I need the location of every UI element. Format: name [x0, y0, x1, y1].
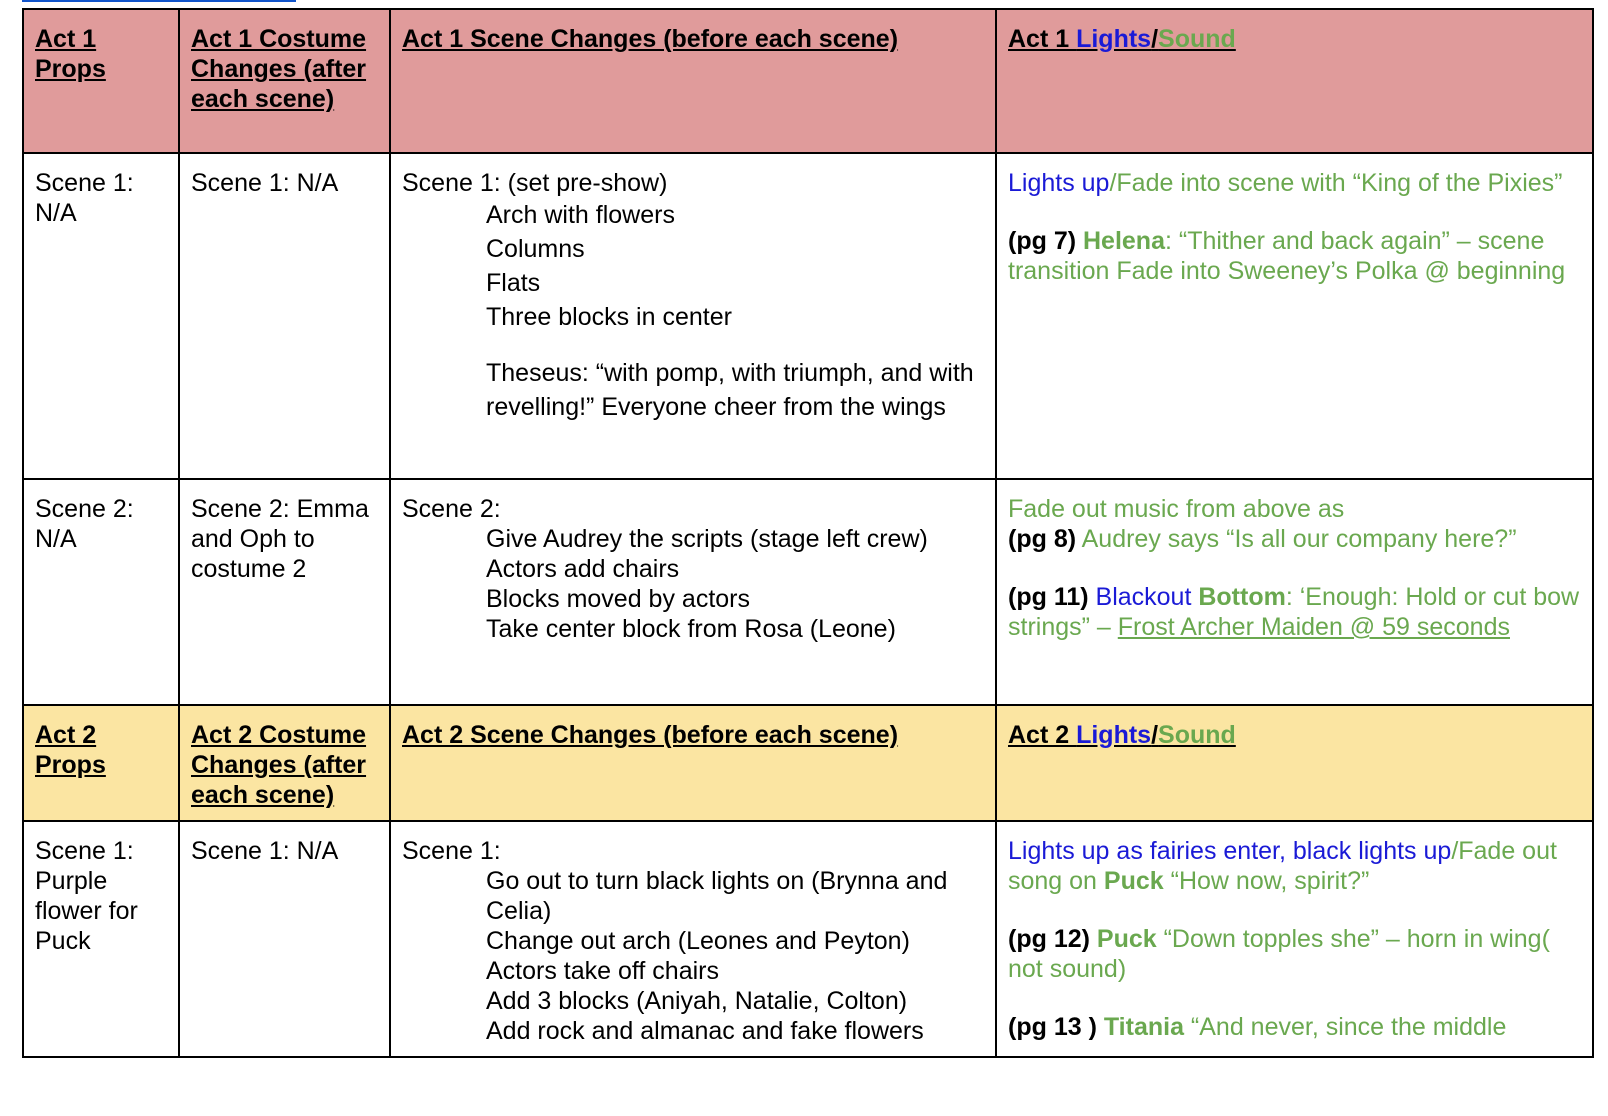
- act1-scene1-title: Scene 1: (set pre-show): [402, 169, 668, 197]
- act1-scene2-changes: [390, 479, 996, 705]
- act1-scene1-cue1: [1008, 168, 1581, 198]
- act1-sound-link[interactable]: Sound: [1158, 25, 1236, 53]
- sound-cue: “And never, since the middle: [1183, 1013, 1507, 1041]
- act1-scene2-row: [23, 479, 1593, 705]
- character-name: Helena: [1083, 227, 1165, 255]
- act1-scene2-item: Actors add chairs: [486, 555, 680, 583]
- sound-cue: : ‘Enough: Hold or cut bow strings” –: [1008, 583, 1580, 641]
- act2-scene1-lights-sound: [996, 821, 1593, 1057]
- sound-cue: /Fade into scene with “King of the Pixies”: [1109, 169, 1563, 197]
- character-name: Bottom: [1198, 583, 1286, 611]
- act1-scene1-cue2: [1008, 226, 1581, 286]
- act1-scene1-note: Theseus: “with pomp, with triumph, and with revelling!” Everyone cheer from the wings: [486, 359, 974, 421]
- act1-scene2-props: Scene 2: N/A: [23, 479, 179, 705]
- character-name: Puck: [1103, 867, 1164, 895]
- act1-scene1-costume: Scene 1: N/A: [179, 153, 390, 479]
- act1-scene2-item: Blocks moved by actors: [486, 585, 750, 613]
- act1-scene1-item: Columns: [486, 235, 585, 263]
- act2-lights-link[interactable]: Lights: [1076, 721, 1152, 749]
- act2-props-header: Act 2 Props: [23, 705, 179, 821]
- act2-scene1-item: Go out to turn black lights on (Brynna and Celia): [486, 867, 948, 925]
- sound-cue: : “Thither and back again” – scene transition Fade into Sweeney’s Polka @ beginning: [1008, 227, 1566, 285]
- act1-scene1-props: Scene 1: N/A: [23, 153, 179, 479]
- act1-scene1-item: Arch with flowers: [486, 201, 675, 229]
- act1-scene2-lights-sound: [996, 479, 1593, 705]
- act1-scene2-cue2: [1008, 524, 1581, 554]
- act1-scene1-row: [23, 153, 1593, 479]
- act1-scene2-cue1: Fade out music from above as: [1008, 495, 1345, 523]
- act1-lights-link[interactable]: Lights: [1076, 25, 1152, 53]
- act1-header-row: [23, 9, 1593, 153]
- act1-scene2-title: Scene 2:: [402, 495, 501, 523]
- act2-scene1-cue3: [1008, 1012, 1581, 1042]
- act1-scene1-item: Flats: [486, 269, 541, 297]
- act2-costume-header: Act 2 Costume Changes (after each scene): [179, 705, 390, 821]
- act1-scene1-lights-sound: [996, 153, 1593, 479]
- lights-cue: Lights up: [1008, 169, 1110, 197]
- act2-scene1-cue2: [1008, 924, 1581, 984]
- act2-scene1-cue1: [1008, 836, 1581, 896]
- act1-scene2-cue3: [1008, 582, 1581, 642]
- sound-cue: “How now, spirit?”: [1163, 867, 1370, 895]
- act1-scene2-item: Give Audrey the scripts (stage left crew): [486, 525, 928, 553]
- act2-scene1-item: Add 3 blocks (Aniyah, Natalie, Colton): [486, 987, 908, 1015]
- act2-ls-separator: /: [1151, 721, 1159, 749]
- act1-ls-separator: /: [1151, 25, 1159, 53]
- sound-cue: /Fade out song on: [1008, 837, 1557, 895]
- act1-scene1-changes: [390, 153, 996, 479]
- page-ref: (pg 7): [1008, 227, 1077, 255]
- act2-scene-changes-header: Act 2 Scene Changes (before each scene): [390, 705, 996, 821]
- sound-cue: Audrey says “Is all our company here?”: [1076, 525, 1517, 553]
- character-name: Titania: [1096, 1013, 1184, 1041]
- act2-scene1-row: [23, 821, 1593, 1057]
- character-name: Puck: [1089, 925, 1157, 953]
- act1-lights-sound-header: [996, 9, 1593, 153]
- act2-scene1-item: Add rock and almanac and fake flowers: [486, 1017, 924, 1045]
- act1-scene1-item: Three blocks in center: [486, 303, 732, 331]
- act1-props-header: Act 1 Props: [23, 9, 179, 153]
- act1-costume-header: Act 1 Costume Changes (after each scene): [179, 9, 390, 153]
- act2-lights-sound-header: [996, 705, 1593, 821]
- page-ref: (pg 12): [1008, 925, 1090, 953]
- page-ref: (pg 8): [1008, 525, 1077, 553]
- page-ref: (pg 11): [1008, 583, 1089, 611]
- act2-sound-link[interactable]: Sound: [1158, 721, 1236, 749]
- act2-scene1-costume: Scene 1: N/A: [179, 821, 390, 1057]
- act1-scene2-costume: Scene 2: Emma and Oph to costume 2: [179, 479, 390, 705]
- sound-cue: “Down topples she” – horn in wing( not sound): [1008, 925, 1550, 983]
- music-link[interactable]: Frost Archer Maiden @ 59 seconds: [1117, 613, 1510, 641]
- act1-scene-changes-header: Act 1 Scene Changes (before each scene): [390, 9, 996, 153]
- page-ref: (pg 13 ): [1008, 1013, 1097, 1041]
- act2-ls-prefix: Act 2: [1008, 721, 1077, 749]
- act2-header-row: [23, 705, 1593, 821]
- act2-scene1-title: Scene 1:: [402, 837, 501, 865]
- lights-cue: Blackout: [1088, 583, 1199, 611]
- act2-scene1-item: Actors take off chairs: [486, 957, 719, 985]
- act1-scene2-item: Take center block from Rosa (Leone): [486, 615, 896, 643]
- act2-scene1-changes: [390, 821, 996, 1057]
- top-link-underline: [22, 0, 296, 2]
- act2-scene1-item: Change out arch (Leones and Peyton): [486, 927, 910, 955]
- act2-scene1-props: Scene 1: Purple flower for Puck: [23, 821, 179, 1057]
- lights-cue: Lights up as fairies enter, black lights up: [1008, 837, 1452, 865]
- cue-sheet-table: [22, 8, 1594, 1058]
- act1-ls-prefix: Act 1: [1008, 25, 1077, 53]
